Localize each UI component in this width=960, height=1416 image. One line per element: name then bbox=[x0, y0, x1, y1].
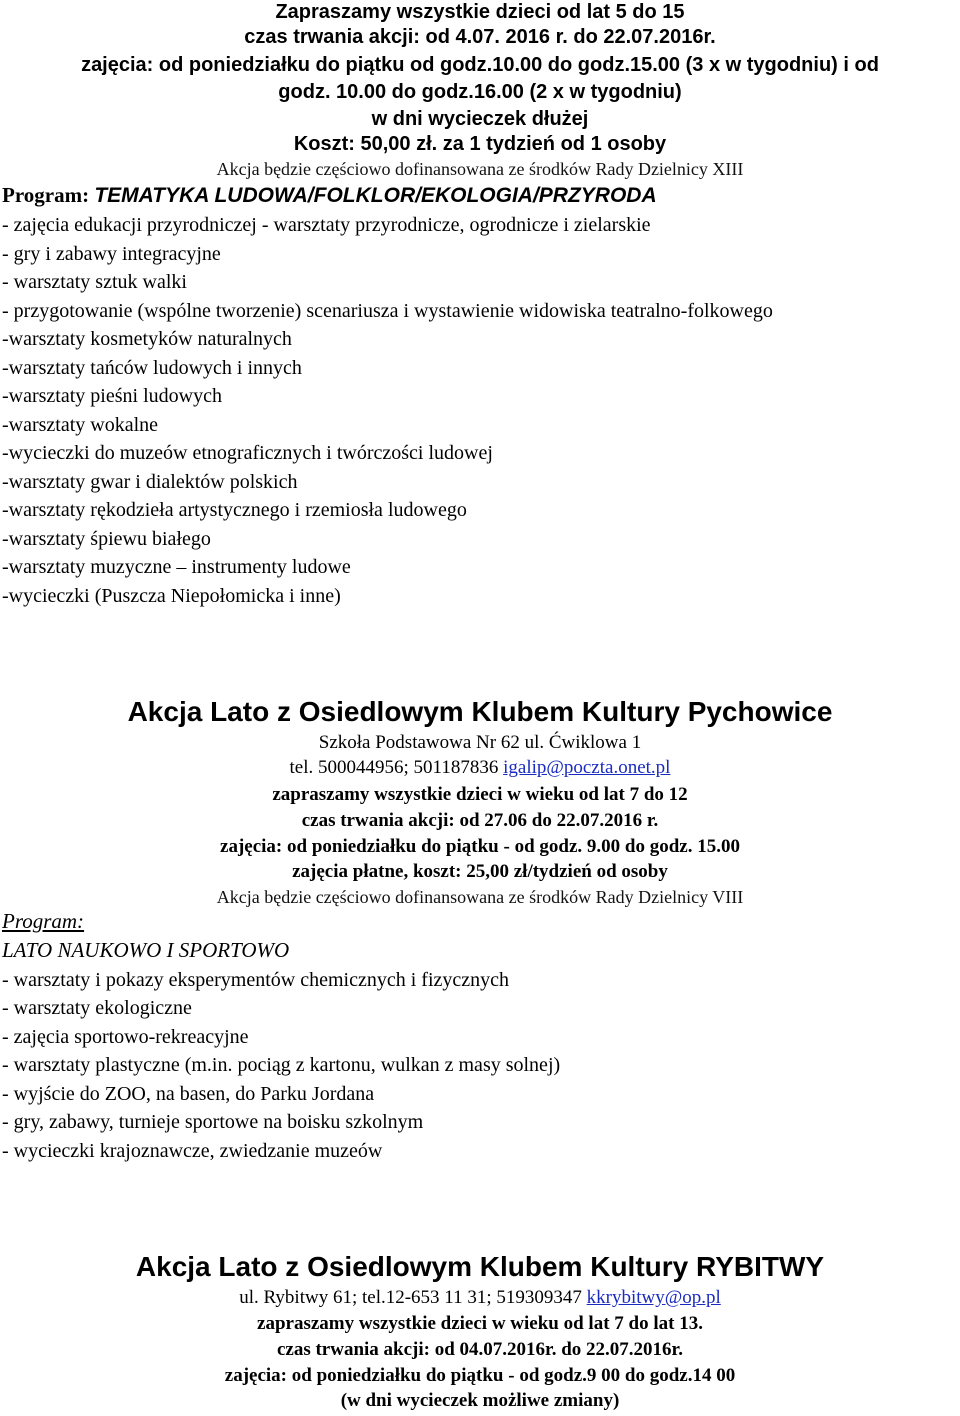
s2-item: - wycieczki krajoznawcze, zwiedzanie muzeów bbox=[2, 1140, 383, 1162]
s1-header-line-5: Koszt: 50,00 zł. za 1 tydzień od 1 osoby bbox=[293, 133, 667, 155]
s2-item: - warsztaty ekologiczne bbox=[2, 997, 192, 1019]
s3-title: Akcja Lato z Osiedlowym Klubem Kultury RYBITWY bbox=[135, 1251, 825, 1282]
s3-email-link[interactable]: kkrybitwy@op.pl bbox=[586, 1287, 721, 1308]
s2-item: - warsztaty i pokazy eksperymentów chemicznych i fizycznych bbox=[2, 969, 510, 991]
s2-item: - wyjście do ZOO, na basen, do Parku Jordana bbox=[2, 1083, 375, 1105]
s2-program-label: Program: bbox=[2, 909, 85, 933]
s1-header-line-0: Zapraszamy wszystkie dzieci od lat 5 do 15 bbox=[275, 1, 685, 23]
s1-item: - przygotowanie (wspólne tworzenie) scenariusza i wystawienie widowiska teatralno-folkowego bbox=[2, 300, 773, 322]
s1-header-line-1: czas trwania akcji: od 4.07. 2016 r. do 22.07.2016r. bbox=[244, 26, 716, 48]
s1-header-line-4: w dni wycieczek dłużej bbox=[371, 108, 589, 130]
s3-bold-line: zapraszamy wszystkie dzieci w wieku od lat 7 do lat 13. bbox=[257, 1313, 703, 1334]
s2-bold-line: czas trwania akcji: od 27.06 do 22.07.2016 r. bbox=[301, 810, 659, 831]
s2-phone: tel. 500044956; 501187836 bbox=[289, 757, 504, 778]
s3-bold-line: zajęcia: od poniedziałku do piątku - od godz.9 00 do godz.14 00 bbox=[224, 1365, 736, 1386]
s1-item: - warsztaty sztuk walki bbox=[2, 271, 187, 293]
s1-funding: Akcja będzie częściowo dofinansowana ze środków Rady Dzielnicy XIII bbox=[216, 159, 744, 179]
s2-contact bbox=[0, 756, 960, 780]
s3-bold-line: czas trwania akcji: od 04.07.2016r. do 22.07.2016r. bbox=[276, 1339, 684, 1360]
s1-item: - gry i zabawy integracyjne bbox=[2, 243, 221, 265]
s3-address: ul. Rybitwy 61; tel.12-653 11 31; 519309347 bbox=[239, 1287, 587, 1308]
s2-address: Szkoła Podstawowa Nr 62 ul. Ćwiklowa 1 bbox=[318, 732, 642, 753]
s1-header-line-2: zajęcia: od poniedziałku do piątku od godz.10.00 do godz.15.00 (3 x w tygodniu) i od bbox=[81, 54, 879, 76]
s2-bold-line: zapraszamy wszystkie dzieci w wieku od lat 7 do 12 bbox=[272, 784, 688, 805]
s1-item: -warsztaty muzyczne – instrumenty ludowe bbox=[2, 556, 351, 578]
s2-item: - zajęcia sportowo-rekreacyjne bbox=[2, 1026, 249, 1048]
s1-item: -warsztaty wokalne bbox=[2, 414, 159, 436]
s1-item: - zajęcia edukacji przyrodniczej - warsztaty przyrodnicze, ogrodnicze i zielarskie bbox=[2, 214, 651, 236]
s1-program-theme: TEMATYKA LUDOWA/FOLKLOR/EKOLOGIA/PRZYRODA bbox=[94, 184, 657, 207]
s1-item: -wycieczki do muzeów etnograficznych i twórczości ludowej bbox=[2, 442, 493, 464]
s2-item: - warsztaty plastyczne (m.in. pociąg z kartonu, wulkan z masy solnej) bbox=[2, 1054, 561, 1076]
s1-item: -warsztaty rękodzieła artystycznego i rzemiosła ludowego bbox=[2, 499, 467, 521]
s1-item: -warsztaty pieśni ludowych bbox=[2, 385, 222, 407]
s1-program-heading bbox=[2, 183, 960, 208]
s2-funding: Akcja będzie częściowo dofinansowana ze środków Rady Dzielnicy VIII bbox=[216, 887, 744, 907]
s3-contact bbox=[0, 1286, 960, 1310]
s2-bold-line: zajęcia: od poniedziałku do piątku - od godz. 9.00 do godz. 15.00 bbox=[220, 836, 740, 857]
s2-program-theme: LATO NAUKOWO I SPORTOWO bbox=[2, 938, 290, 962]
s1-item: -wycieczki (Puszcza Niepołomicka i inne) bbox=[2, 585, 341, 607]
s2-title: Akcja Lato z Osiedlowym Klubem Kultury Pychowice bbox=[127, 696, 833, 727]
s1-item: -warsztaty tańców ludowych i innych bbox=[2, 357, 302, 379]
s2-bold-line: zajęcia płatne, koszt: 25,00 zł/tydzień od osoby bbox=[292, 861, 668, 882]
s1-header-line-3: godz. 10.00 do godz.16.00 (2 x w tygodniu) bbox=[278, 81, 682, 103]
s1-item: -warsztaty kosmetyków naturalnych bbox=[2, 328, 292, 350]
s3-bold-line: (w dni wycieczek możliwe zmiany) bbox=[340, 1390, 620, 1411]
s2-email-link[interactable]: igalip@poczta.onet.pl bbox=[503, 757, 671, 778]
s1-program-label: Program: bbox=[2, 183, 95, 207]
s1-item: -warsztaty gwar i dialektów polskich bbox=[2, 471, 298, 493]
s2-item: - gry, zabawy, turnieje sportowe na boisku szkolnym bbox=[2, 1111, 424, 1133]
s1-item: -warsztaty śpiewu białego bbox=[2, 528, 211, 550]
